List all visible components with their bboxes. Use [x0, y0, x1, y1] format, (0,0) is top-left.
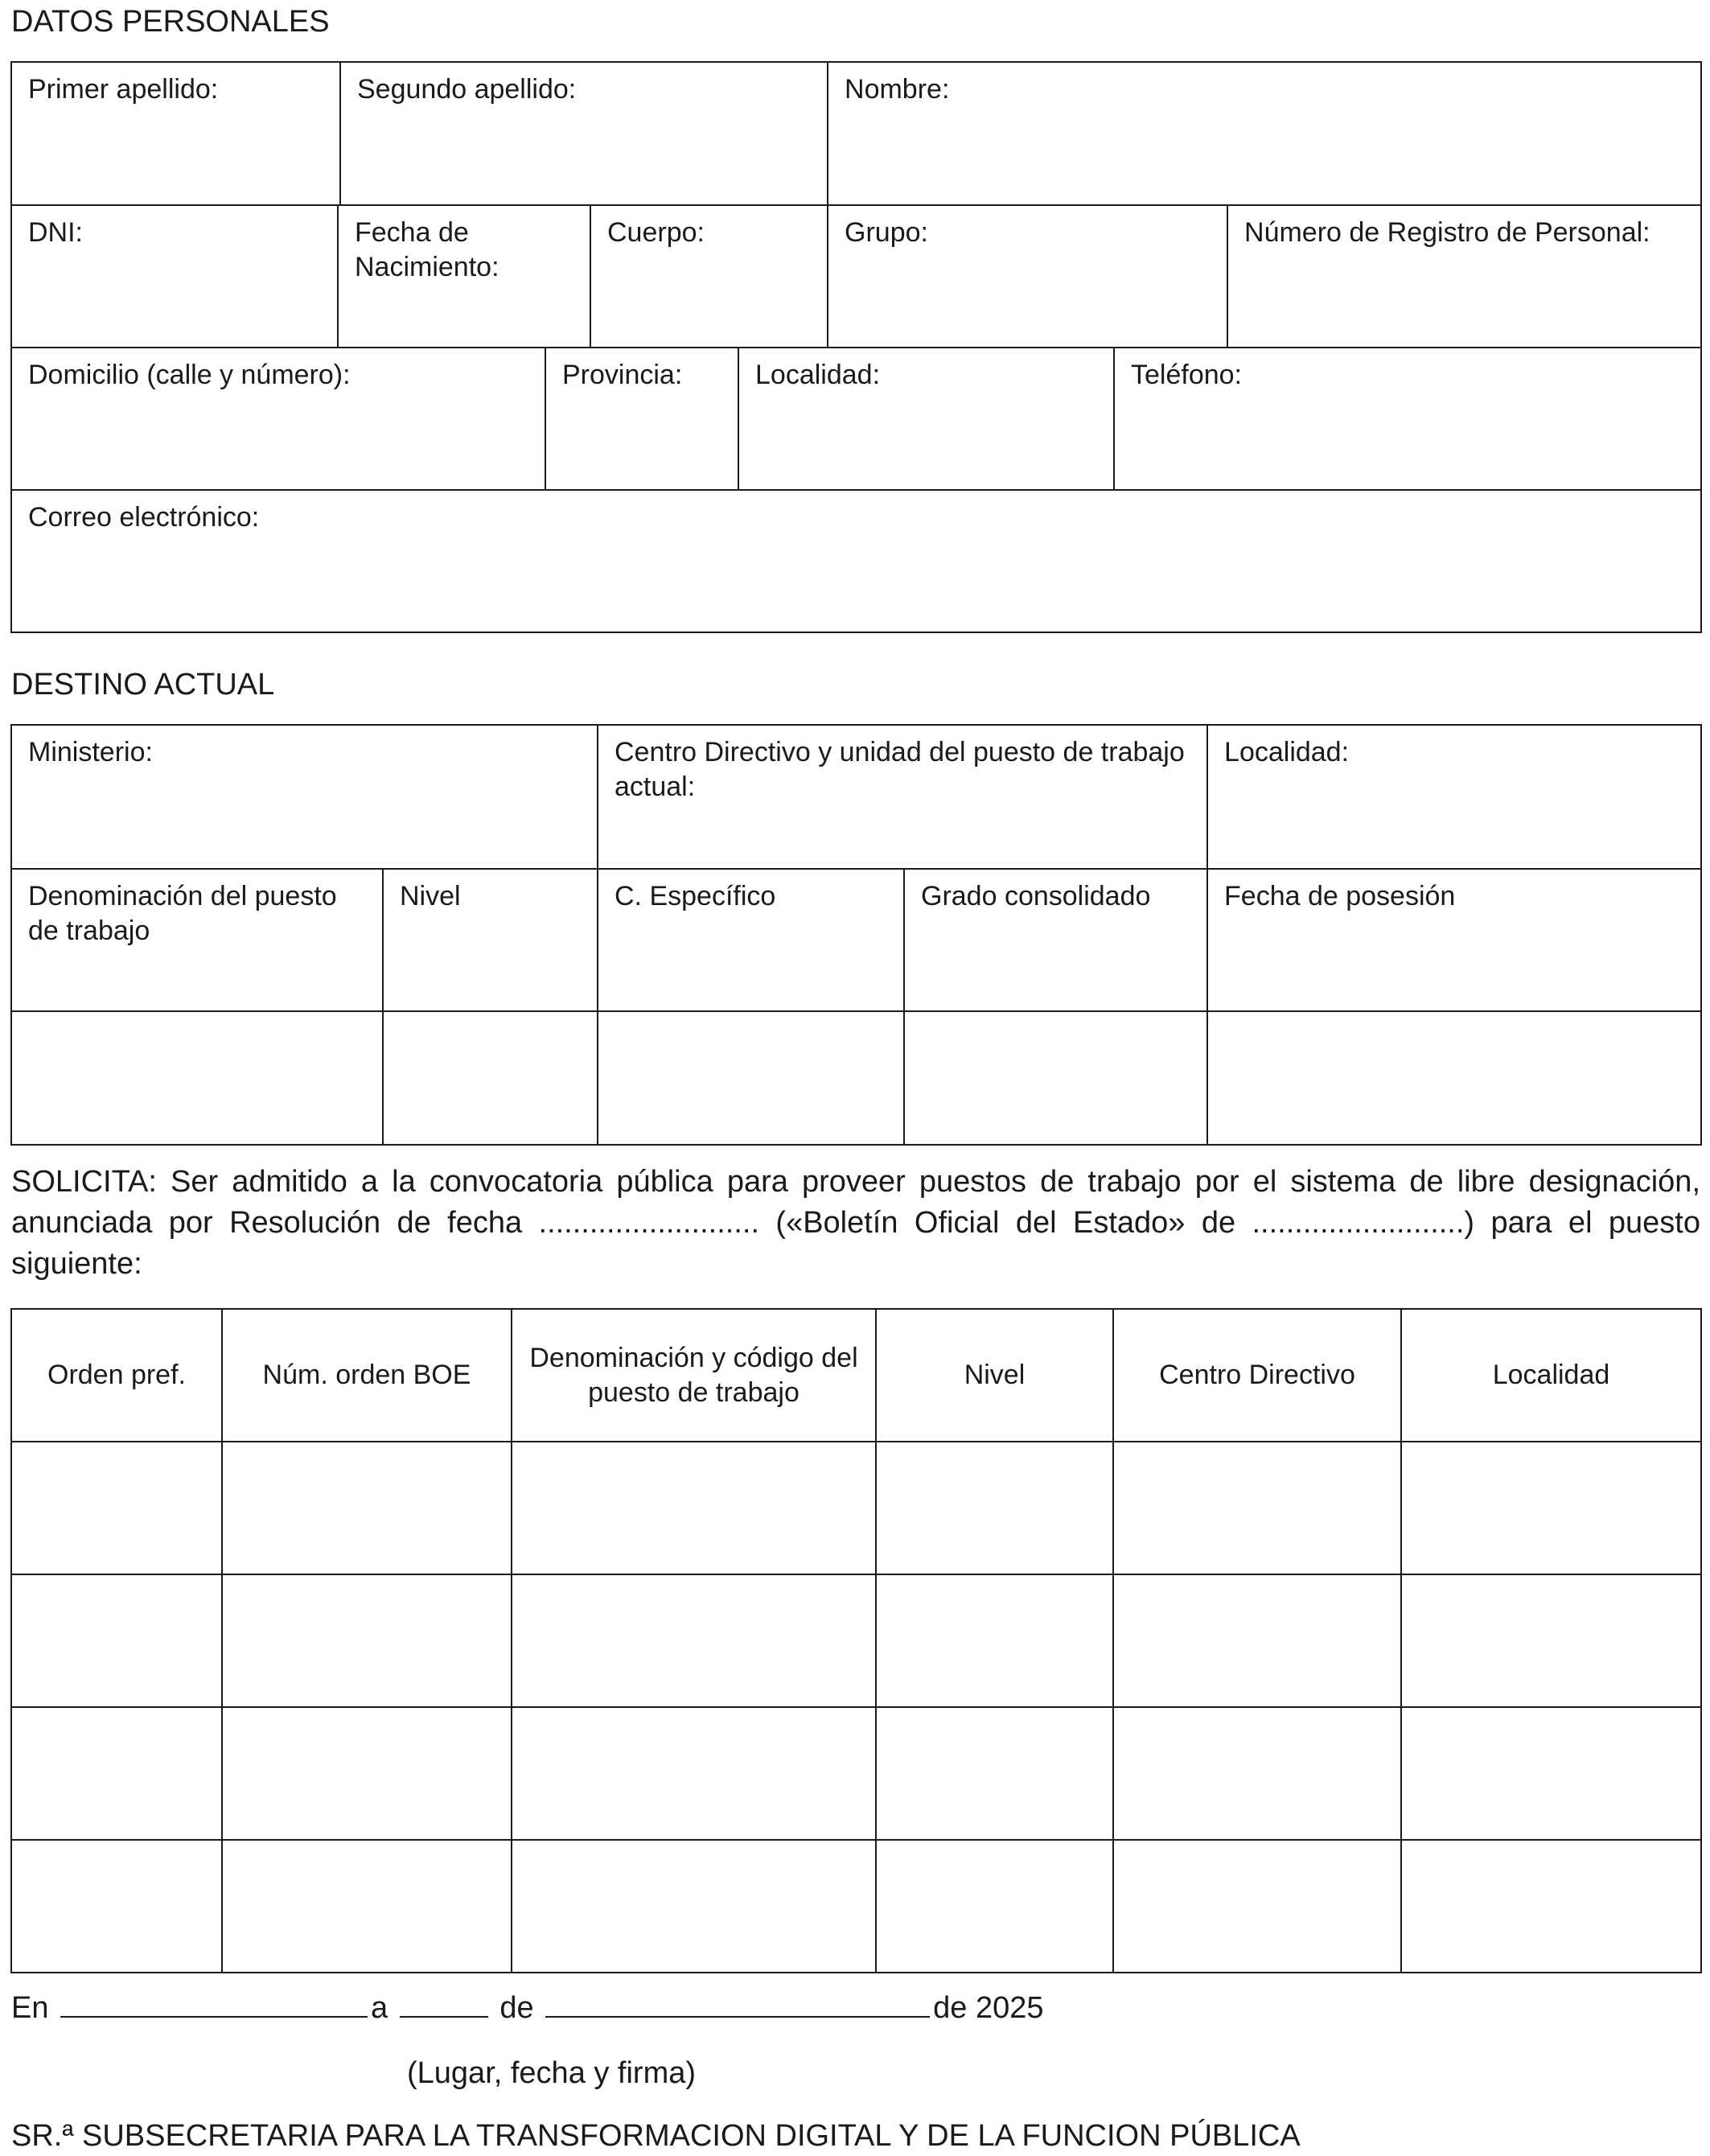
segundo-apellido-label: Segundo apellido: — [357, 74, 577, 105]
table-cell[interactable] — [512, 1707, 876, 1840]
table-cell[interactable] — [1401, 1574, 1701, 1707]
table-cell[interactable] — [1401, 1707, 1701, 1840]
table-cell[interactable] — [1113, 1442, 1401, 1574]
table-cell[interactable] — [11, 1442, 222, 1574]
table-row — [11, 1840, 1701, 1973]
c-especifico-value[interactable] — [598, 1011, 904, 1145]
year-label: de 2025 — [933, 1991, 1044, 2025]
nivel-label: Nivel — [400, 881, 461, 911]
dni-field[interactable] — [11, 205, 338, 348]
correo-label: Correo electrónico: — [28, 502, 260, 533]
current-post-table — [10, 724, 1702, 1146]
de-label: de — [499, 1991, 534, 2025]
table-cell[interactable] — [1113, 1574, 1401, 1707]
fecha-posesion-header — [1207, 869, 1701, 1011]
fecha-nacimiento-label: Fecha de Nacimiento: — [355, 217, 499, 282]
table-cell[interactable] — [222, 1442, 512, 1574]
nrp-label: Número de Registro de Personal: — [1244, 217, 1650, 248]
provincia-field[interactable] — [545, 348, 738, 490]
section-title-datos-personales: DATOS PERSONALES — [11, 5, 330, 39]
en-label: En — [11, 1991, 49, 2025]
fecha-posesion-label: Fecha de posesión — [1224, 881, 1456, 911]
mes-blank[interactable] — [545, 1992, 930, 2018]
provincia-label: Provincia: — [562, 360, 683, 390]
grado-consolidado-header — [904, 869, 1207, 1011]
cuerpo-label: Cuerpo: — [607, 217, 705, 248]
num-orden-boe-header: Núm. orden BOE — [222, 1309, 512, 1442]
localidad-label: Localidad: — [755, 360, 881, 390]
cuerpo-field[interactable] — [590, 205, 828, 348]
table-cell[interactable] — [876, 1840, 1113, 1973]
fecha-posesion-value[interactable] — [1207, 1011, 1701, 1145]
ministerio-label: Ministerio: — [28, 737, 153, 767]
localidad-actual-field[interactable] — [1207, 725, 1701, 869]
denominacion-puesto-header — [11, 869, 383, 1011]
table-cell[interactable] — [11, 1707, 222, 1840]
a-label: a — [371, 1991, 388, 2025]
localidad-field[interactable] — [738, 348, 1114, 490]
table-cell[interactable] — [512, 1442, 876, 1574]
signature-note: (Lugar, fecha y firma) — [407, 2056, 697, 2090]
denominacion-puesto-value[interactable] — [11, 1011, 383, 1145]
table-cell[interactable] — [1113, 1840, 1401, 1973]
section-title-destino-actual: DESTINO ACTUAL — [11, 668, 275, 702]
dia-blank[interactable] — [400, 1992, 488, 2018]
table-cell[interactable] — [876, 1442, 1113, 1574]
c-especifico-label: C. Específico — [615, 881, 776, 911]
localidad-puesto-header: Localidad — [1401, 1309, 1701, 1442]
telefono-field[interactable] — [1114, 348, 1701, 490]
table-cell[interactable] — [1401, 1840, 1701, 1973]
denominacion-puesto-label: Denominación del puesto de trabajo — [28, 881, 337, 946]
table-cell[interactable] — [222, 1574, 512, 1707]
table-cell[interactable] — [11, 1574, 222, 1707]
table-row — [11, 1707, 1701, 1840]
table-cell[interactable] — [512, 1574, 876, 1707]
nombre-field[interactable] — [828, 62, 1701, 205]
table-cell[interactable] — [512, 1840, 876, 1973]
segundo-apellido-field[interactable] — [340, 62, 828, 205]
table-cell[interactable] — [222, 1707, 512, 1840]
personal-data-table — [10, 61, 1702, 633]
table-row — [11, 1442, 1701, 1574]
table-cell[interactable] — [876, 1574, 1113, 1707]
nivel-value[interactable] — [383, 1011, 598, 1145]
fecha-nacimiento-field[interactable] — [338, 205, 590, 348]
table-row — [11, 1574, 1701, 1707]
nivel-header — [383, 869, 598, 1011]
ministerio-field[interactable] — [11, 725, 598, 869]
addressee: SR.ª SUBSECRETARIA PARA LA TRANSFORMACION DIGITAL Y DE LA FUNCION PÚBLICA — [11, 2119, 1301, 2153]
table-cell[interactable] — [1113, 1707, 1401, 1840]
lugar-blank[interactable] — [60, 1992, 368, 2018]
table-cell[interactable] — [11, 1840, 222, 1973]
grupo-label: Grupo: — [845, 217, 928, 248]
telefono-label: Teléfono: — [1131, 360, 1243, 390]
solicita-paragraph: SOLICITA: Ser admitido a la convocatoria pública para proveer puestos de trabajo por el sistema de libre designación, anunciada por Resolución de fecha .......................... («Boletín Oficial del Estado» de .........................) para el puesto siguiente: — [11, 1165, 1700, 1281]
signature-line — [11, 1992, 1044, 2023]
requested-posts-table — [10, 1308, 1702, 1973]
table-cell[interactable] — [222, 1840, 512, 1973]
primer-apellido-field[interactable] — [11, 62, 340, 205]
grado-consolidado-value[interactable] — [904, 1011, 1207, 1145]
table-cell[interactable] — [876, 1707, 1113, 1840]
grupo-field[interactable] — [828, 205, 1227, 348]
centro-directivo-actual-field[interactable] — [598, 725, 1207, 869]
correo-field[interactable] — [11, 490, 1701, 632]
nombre-label: Nombre: — [845, 74, 950, 105]
localidad-actual-label: Localidad: — [1224, 737, 1350, 767]
nrp-field[interactable] — [1227, 205, 1701, 348]
orden-pref-header: Orden pref. — [11, 1309, 222, 1442]
domicilio-field[interactable] — [11, 348, 545, 490]
grado-consolidado-label: Grado consolidado — [921, 881, 1151, 911]
primer-apellido-label: Primer apellido: — [28, 74, 219, 105]
centro-directivo-header: Centro Directivo — [1113, 1309, 1401, 1442]
centro-directivo-actual-label: Centro Directivo y unidad del puesto de trabajo actual: — [615, 737, 1185, 802]
c-especifico-header — [598, 869, 904, 1011]
denominacion-codigo-header: Denominación y código del puesto de trabajo — [512, 1309, 876, 1442]
table-cell[interactable] — [1401, 1442, 1701, 1574]
domicilio-label: Domicilio (calle y número): — [28, 360, 351, 390]
dni-label: DNI: — [28, 217, 83, 248]
nivel-puesto-header: Nivel — [876, 1309, 1113, 1442]
